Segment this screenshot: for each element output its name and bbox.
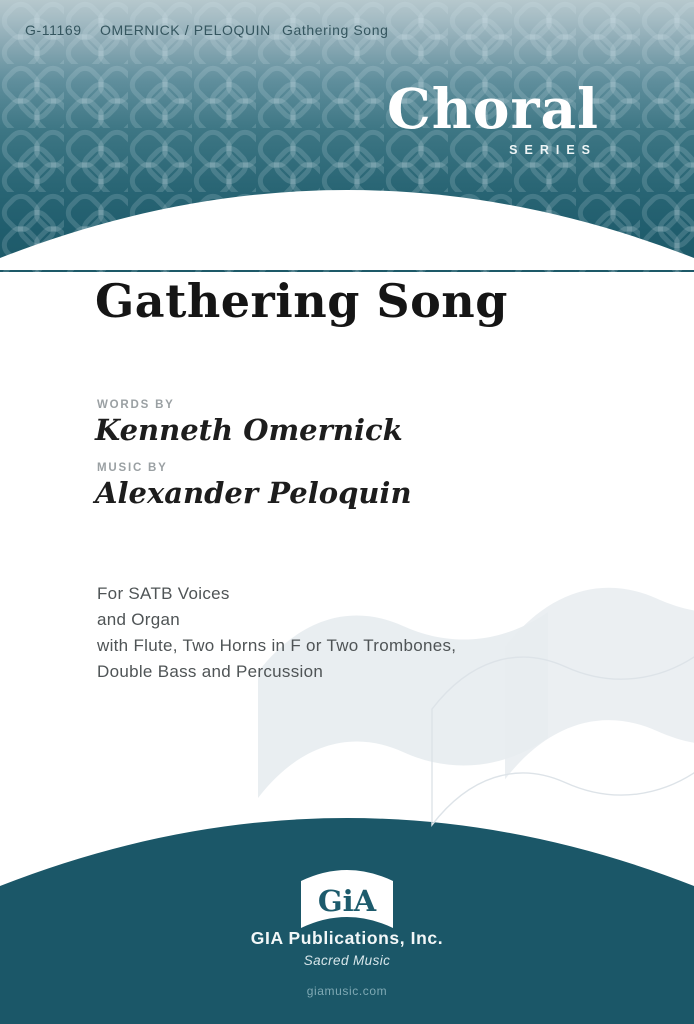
page-title: Gathering Song <box>95 274 508 328</box>
words-by-label: WORDS BY <box>97 399 175 411</box>
scoring-line: For SATB Voices <box>97 584 230 603</box>
publisher-tagline: Sacred Music <box>303 953 391 968</box>
header-song-title: Gathering Song <box>282 22 389 38</box>
scoring-info <box>97 581 456 685</box>
publisher-name: GIA Publications, Inc. <box>250 928 444 948</box>
header-composers: OMERNICK / PELOQUIN <box>100 22 271 38</box>
scoring-line: with Flute, Two Horns in F or Two Trombones, <box>97 636 457 655</box>
series-label: SERIES <box>509 142 597 157</box>
catalog-number: G-11169 <box>25 22 82 38</box>
website-url: giamusic.com <box>306 984 388 998</box>
scoring-line: Double Bass and Percussion <box>97 662 324 681</box>
series-name: Choral <box>387 76 599 141</box>
composer-name: Alexander Peloquin <box>95 476 412 510</box>
scoring-line: and Organ <box>97 610 181 629</box>
gia-logo-text: GiA <box>317 884 377 918</box>
music-by-label: MUSIC BY <box>97 462 168 474</box>
lyricist-name: Kenneth Omernick <box>95 413 403 447</box>
